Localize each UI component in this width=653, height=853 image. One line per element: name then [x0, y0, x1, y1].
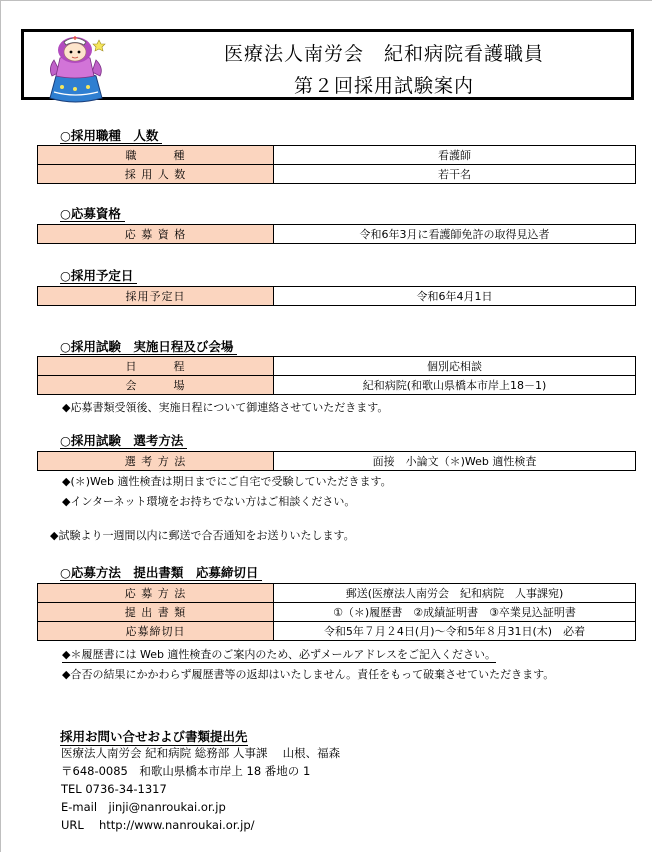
table-row — [38, 287, 636, 306]
application-note-2: ◆合否の結果にかかわらず履歴書等の返却はいたしません。責任をもって破棄させていただきます。 — [62, 668, 555, 681]
selection-note-1: ◆(＊)Web 適性検査は期日までにご自宅で受験していただきます。 — [62, 475, 392, 488]
table-row — [38, 165, 636, 184]
value-cell: 令和5年７月２4日(月)～令和5年８月31日(木) 必着 — [274, 622, 636, 641]
contact-address: 〒648-0085 和歌山県橋本市岸上 18 番地の 1 — [61, 764, 311, 778]
header-title-line2: 第２回採用試験案内 — [293, 75, 474, 97]
value-cell: 郵送(医療法人南労会 紀和病院 人事課宛) — [274, 584, 636, 603]
qualification-table — [37, 224, 636, 244]
table-row — [38, 452, 636, 471]
result-notice-note: ◆試験より一週間以内に郵送で合否通知をお送りいたします。 — [50, 529, 355, 542]
application-table — [37, 583, 636, 641]
header-title-line1: 医療法人南労会 紀和病院看護職員 — [223, 43, 544, 65]
table-row — [38, 357, 636, 376]
section-title-application: ○応募方法 提出書類 応募締切日 — [60, 565, 262, 581]
value-cell: 紀和病院(和歌山県橋本市岸上18－1) — [274, 376, 636, 395]
nurse-mascot-illustration — [44, 32, 106, 104]
selection-note-2: ◆インターネット環境をお持ちでない方はご相談ください。 — [62, 495, 356, 508]
label-cell: 選 考 方 法 — [38, 452, 274, 471]
label-cell: 提 出 書 類 — [38, 603, 274, 622]
label-cell: 会 場 — [38, 376, 274, 395]
table-row — [38, 622, 636, 641]
label-cell: 応 募 方 法 — [38, 584, 274, 603]
label-cell: 応 募 資 格 — [38, 225, 274, 244]
value-cell: 看護師 — [274, 146, 636, 165]
contact-email-link[interactable]: E-mail jinji@nanroukai.or.jp — [61, 800, 226, 814]
contact-department: 医療法人南労会 紀和病院 総務部 人事課 山根、福森 — [61, 746, 341, 760]
value-cell: 面接 小論文（＊)Web 適性検査 — [274, 452, 636, 471]
value-cell: ①（＊)履歴書 ②成績証明書 ③卒業見込証明書 — [274, 603, 636, 622]
positions-table — [37, 145, 636, 184]
section-title-start-date: ○採用予定日 — [60, 268, 137, 284]
table-row — [38, 225, 636, 244]
schedule-note: ◆応募書類受領後、実施日程について御連絡させていただきます。 — [62, 401, 389, 414]
value-cell: 若干名 — [274, 165, 636, 184]
label-cell: 採 用 人 数 — [38, 165, 274, 184]
section-title-schedule: ○採用試験 実施日程及び会場 — [60, 339, 237, 355]
contact-phone: TEL 0736-34-1317 — [61, 782, 167, 796]
header-box — [21, 29, 634, 100]
label-cell: 職 種 — [38, 146, 274, 165]
table-row — [38, 603, 636, 622]
value-cell: 個別応相談 — [274, 357, 636, 376]
value-cell: 令和6年4月1日 — [274, 287, 636, 306]
section-title-qualification: ○応募資格 — [60, 206, 125, 222]
table-row — [38, 584, 636, 603]
contact-title: 採用お問い合せおよび書類提出先 — [60, 729, 248, 744]
contact-url-link[interactable]: URL http://www.nanroukai.or.jp/ — [61, 818, 255, 832]
start-date-table — [37, 286, 636, 306]
schedule-table — [37, 356, 636, 395]
table-row — [38, 146, 636, 165]
label-cell: 日 程 — [38, 357, 274, 376]
label-cell: 応募締切日 — [38, 622, 274, 641]
application-note-1: ◆＊履歴書には Web 適性検査のご案内のため、必ずメールアドレスをご記入ください。 — [62, 648, 497, 661]
label-cell: 採用予定日 — [38, 287, 274, 306]
table-row — [38, 376, 636, 395]
selection-table — [37, 451, 636, 471]
section-title-selection: ○採用試験 選考方法 — [60, 433, 187, 449]
value-cell: 令和6年3月に看護師免許の取得見込者 — [274, 225, 636, 244]
section-title-positions: ○採用職種 人数 — [60, 128, 162, 144]
